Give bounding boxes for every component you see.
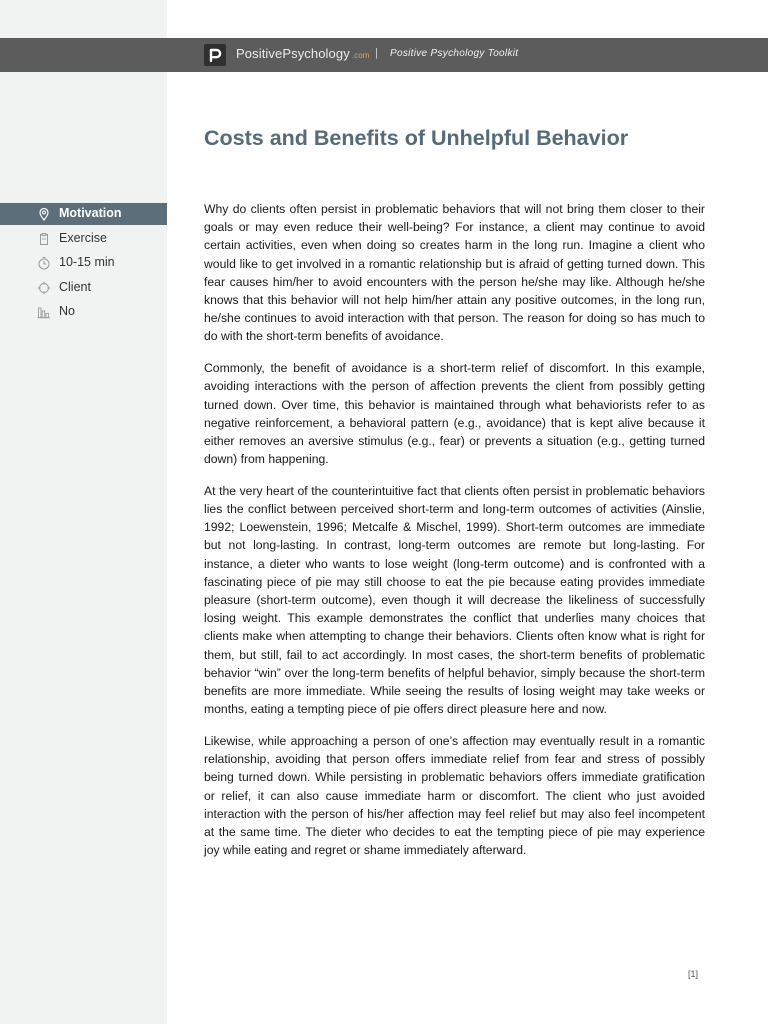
meta-item-category <box>0 203 167 225</box>
brand-logo[interactable] <box>204 44 226 66</box>
location-pin-icon <box>37 207 51 221</box>
toolkit-label: Positive Psychology Toolkit <box>390 48 519 59</box>
bar-chart-icon <box>37 305 51 319</box>
paragraph-2: Commonly, the benefit of avoidance is a short-term relief of discomfort. In this example, avoiding interactions with the person of affection prevents the client from possibly getting turned down. Over time, this behavior is maintained through what behaviorists refer to as negative reinforcement, a behavioral pattern (e.g., avoidance) that is kept alive because it either removes an aversive stimulus (e.g., fear) or prevents a situation (e.g., getting turned down) from happening. <box>204 361 705 467</box>
meta-item-audience <box>0 277 167 299</box>
brand-suffix: .com <box>351 51 370 60</box>
paragraph-4: Likewise, while approaching a person of one’s affection may eventually result in a romantic relationship, avoiding that person offers immediate relief from fear and stress of possibly being turned down. While persisting in problematic behaviors offers immediate gratification or relief, it can also cause immediate harm or discomfort. The client who just avoided interaction with the person of his/her affection may feel relief but may also feel incompetent at the same time. The dieter who decides to eat the tempting piece of pie may experience joy while eating and regret or shame immediately afterward. <box>204 733 705 858</box>
stopwatch-icon <box>37 256 51 270</box>
meta-label-scale: No <box>59 304 75 318</box>
brand-name-text: PositivePsychology <box>236 46 350 61</box>
meta-item-scale <box>0 301 167 323</box>
brand-name[interactable] <box>236 46 370 61</box>
article-body <box>204 200 705 873</box>
meta-label-audience: Client <box>59 279 91 294</box>
meta-label-type: Exercise <box>59 230 107 245</box>
meta-item-duration <box>0 252 167 274</box>
meta-label-category: Motivation <box>59 206 122 220</box>
header-separator: | <box>375 47 378 59</box>
page-title: Costs and Benefits of Unhelpful Behavior <box>204 126 629 150</box>
logo-p-icon <box>204 44 226 66</box>
exercise-meta-list <box>0 203 167 326</box>
footnote-marker: [1] <box>688 969 699 979</box>
meta-item-type <box>0 228 167 250</box>
meta-label-duration: 10-15 min <box>59 255 115 269</box>
clipboard-icon <box>37 232 51 246</box>
paragraph-3: At the very heart of the counterintuitive fact that clients often persist in problematic behaviors lies the conflict between perceived short-term and long-term outcomes of activities (Ainslie, 1992; Loewenstein, 1996; Metcalfe & Mischel, 1999). Short-term outcomes are immediate but not long-lasting. In contrast, long-term outcomes are remote but long-lasting. For instance, a dieter who wants to lose weight (long-term outcome) and is confronted with a fascinating piece of pie may still choose to eat the pie because eating provides immediate pleasure (short-term outcome), even though it will decrease the likeliness of successfully losing weight. This example demonstrates the conflict that underlies many choices that clients make when attempting to change their behaviors. Clients often know what is right for them, but still, fail to act accordingly. In most cases, the short-term benefits of problematic behavior “win” over the long-term benefits of helpful behavior, simply because the short-term benefits are more immediate. While seeing the results of losing weight may take weeks or months, eating a tempting piece of pie offers direct pleasure here and now. <box>204 483 705 717</box>
paragraph-1: Why do clients often persist in problematic behaviors that will not bring them closer to their goals or may even reduce their well-being? For instance, a client may continue to avoid certain activities, even when doing so creates harm in the long run. Imagine a client who would like to get involved in a romantic relationship but is afraid of getting turned down. This fear causes him/her to avoid encounters with the person he/she may like. Although he/she knows that this behavior will not help him/her attain any positive outcomes, in the long run, he/she continues to avoid interaction with that person. The reason for doing so has much to do with the short-term benefits of avoidance. <box>204 202 705 344</box>
left-sidebar-strip <box>0 0 167 1024</box>
header-bar <box>0 38 768 72</box>
crosshair-icon <box>37 281 51 295</box>
